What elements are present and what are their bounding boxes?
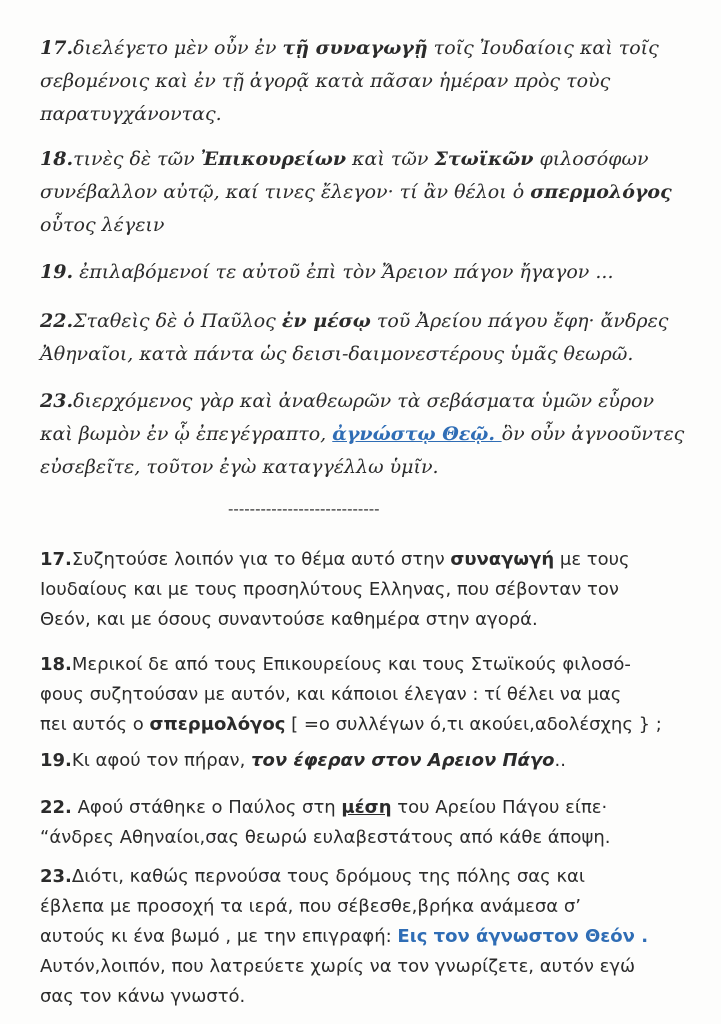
verse-number: 18. <box>40 148 74 170</box>
modern-verse-19: 19.Κι αφού τον πήραν, τον έφεραν στον Αρειον Πάγο.. <box>40 750 566 771</box>
emphasis-spermologos: σπερμολόγος <box>149 714 286 735</box>
verse-number: 18. <box>40 654 72 675</box>
ancient-verse-19: 19. ἐπιλαβόμενοί τε αὐτοῦ ἐπὶ τὸν Ἄρειον πάγον ἤγαγον ... <box>40 261 614 283</box>
ancient-verse-22: 22.Σταθεὶς δὲ ὁ Παῦλος ἐν μέσῳ τοῦ Ἀρείου πάγου ἔφη· ἄνδρες Ἀθηναῖοι, κατὰ πάντα ὡς δεισι-δαιμονεστέρους ὑμᾶς θεωρῶ. <box>40 310 669 365</box>
verse-number: 23. <box>40 390 74 412</box>
emphasis-epicureans: Ἐπικουρείων <box>200 148 347 170</box>
modern-verse-17: 17.Συζητούσε λοιπόν για το θέμα αυτό στην συναγωγή με τους Ιουδαίους και με τους προσηλύτους Ελληνας, που σέβονταν τον Θεόν, και με όσους συναντούσε καθημέρα στην αγορά. <box>40 549 630 630</box>
modern-verse-22: 22. Αφού στάθηκε ο Παύλος στη μέση του Αρείου Πάγου είπε· “άνδρες Αθηναίοι,σας θεωρώ ευλαβεστάτους από κάθε άποψη. <box>40 797 611 848</box>
verse-number: 17. <box>40 549 72 570</box>
modern-verse-23: 23.Διότι, καθώς περνούσα τους δρόμους της πόλης σας και έβλεπα με προσοχή τα ιερά, που σέβεσθε,βρήκα ανάμεσα σ’ αυτούς κι ένα βωμό , με την επιγραφή: Εις τον άγνωστον Θεόν . Αυτόν,λοιπόν, που λατρεύετε χωρίς να τον γνωρίζετε, αυτόν εγώ σας τον κάνω γνωστό. <box>40 866 649 1007</box>
verse-number: 22. <box>40 797 72 818</box>
emphasis-areios-pagos: τον έφεραν στον Αρειον Πάγο <box>251 750 555 771</box>
modern-verse-18: 18.Μερικοί δε από τους Επικουρείους και τους Στωϊκούς φιλοσό- φους συζητούσαν με αυτόν, και κάποιοι έλεγαν : τί θέλει να μας πει αυτός ο σπερμολόγος [ =ο συλλέγων ό,τι ακούει,αδολέσχης } ; <box>40 654 662 735</box>
verse-number: 17. <box>40 37 74 59</box>
verse-number: 19. <box>40 750 72 771</box>
emphasis-synagogue: συναγωγή <box>450 549 555 570</box>
section-divider: ---------------------------- <box>228 500 380 518</box>
ancient-verse-18: 18.τινὲς δὲ τῶν Ἐπικουρείων καὶ τῶν Στωϊκῶν φιλοσόφων συνέβαλλον αὐτῷ, καί τινες ἔλεγον· τί ἂν θέλοι ὁ σπερμολόγος οὗτος λέγειν <box>40 148 672 236</box>
ancient-verse-23: 23.διερχόμενος γὰρ καὶ ἀναθεωρῶν τὰ σεβάσματα ὑμῶν εὗρον καὶ βωμὸν ἐν ᾧ ἐπεγέγραπτο, ἀγνώστῳ Θεῷ. ὃν οὖν ἀγνοοῦντες εὐσεβεῖτε, τοῦτον ἐγὼ καταγγέλλω ὑμῖν. <box>40 390 685 478</box>
emphasis-unknown-god: Εις τον άγνωστον Θεόν . <box>397 926 649 947</box>
emphasis-en-meso: ἐν μέσῳ <box>281 310 371 332</box>
emphasis-unknown-god: ἀγνώστῳ Θεῷ. <box>332 423 502 445</box>
verse-number: 22. <box>40 310 74 332</box>
verse-number: 23. <box>40 866 72 887</box>
emphasis-stoics: Στωϊκῶν <box>434 148 534 170</box>
emphasis-mesi: μέση <box>341 797 392 818</box>
ancient-verse-17: 17.διελέγετο μὲν οὖν ἐν τῇ συναγωγῇ τοῖς Ἰουδαίοις καὶ τοῖς σεβομένοις καὶ ἐν τῇ ἀγορᾷ κατὰ πᾶσαν ἡμέραν πρὸς τοὺς παρατυγχάνοντας. <box>40 37 659 125</box>
emphasis-synagogue: τῇ συναγωγῇ <box>282 37 428 59</box>
emphasis-spermologos: σπερμολόγος <box>530 181 672 203</box>
verse-number: 19. <box>40 261 74 283</box>
